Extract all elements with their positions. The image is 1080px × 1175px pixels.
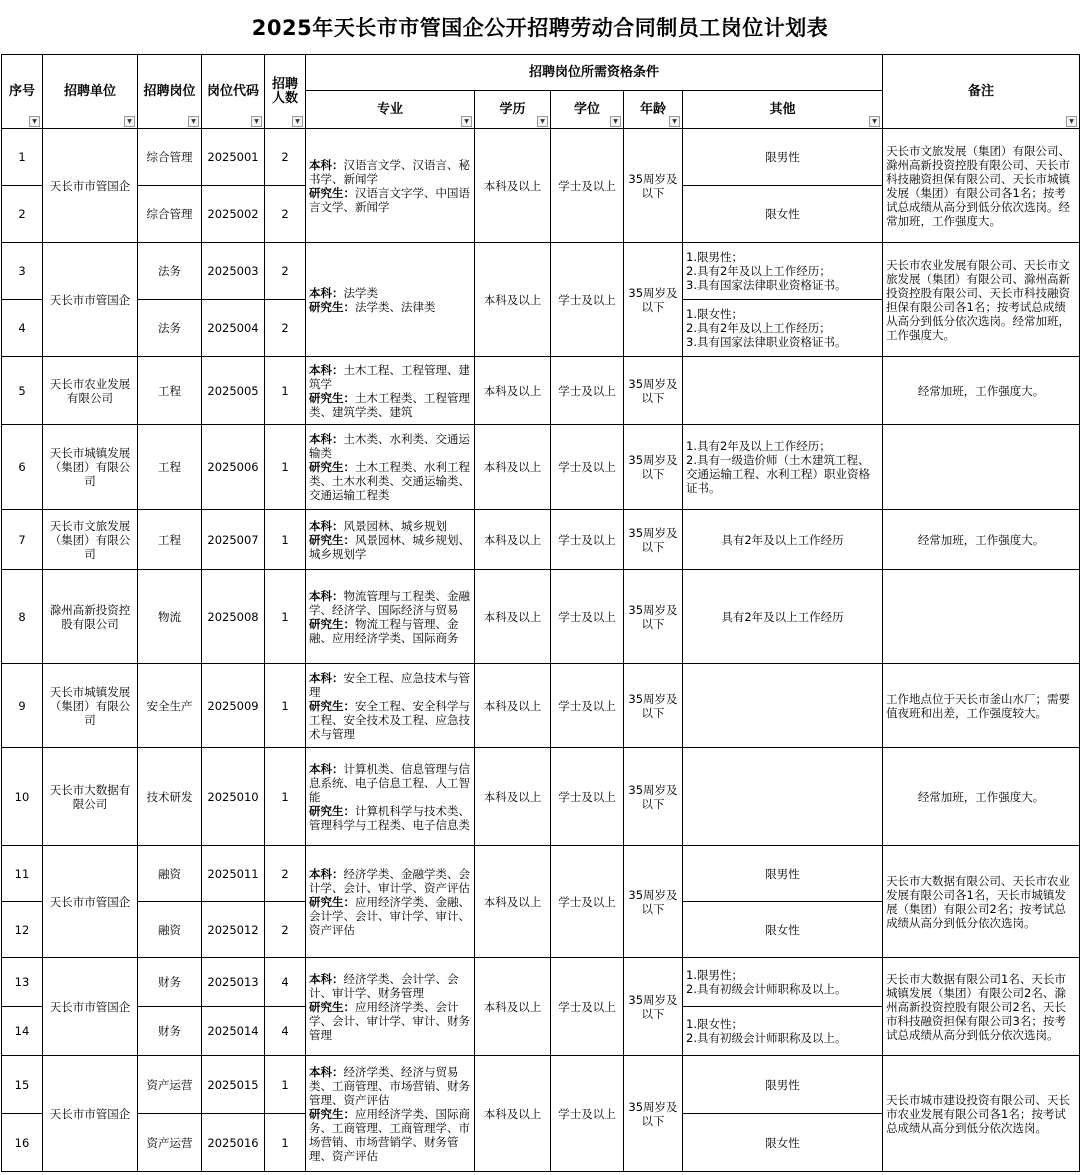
cell-other: 具有2年及以上工作经历: [683, 570, 883, 664]
ug-label: 本科：: [309, 866, 344, 881]
other-line: 1.具有2年及以上工作经历；: [686, 439, 831, 453]
cell-major: [306, 129, 475, 243]
filter-dropdown-icon[interactable]: ▼: [124, 116, 135, 127]
cell-post: 财务: [138, 958, 202, 1007]
cell-major: [306, 748, 475, 846]
header-note: [883, 55, 1080, 129]
cell-note: 经常加班，工作强度大。: [883, 510, 1080, 570]
header-note-label: 备注: [968, 83, 995, 99]
cell-age: 35周岁及以下: [624, 958, 683, 1056]
ug-label: 本科：: [309, 432, 344, 446]
table-row: [2, 748, 1080, 846]
cell-age: 35周岁及以下: [624, 664, 683, 748]
cell-other: [683, 243, 883, 300]
cell-code: 2025012: [202, 902, 265, 958]
cell-unit: 天长市市管国企: [43, 129, 138, 243]
cell-note: [883, 570, 1080, 664]
other-line: 1.限女性；: [686, 307, 743, 321]
recruitment-table: [1, 54, 1080, 1172]
pg-text: 土木工程类、水利工程类、土木水利类、交通运输类、交通运输工程类: [309, 460, 470, 502]
header-degree: [551, 91, 624, 129]
cell-post: 法务: [138, 243, 202, 300]
header-age-label: 年龄: [639, 101, 666, 117]
pg-text: 汉语言文字学、中国语言文学、新闻学: [309, 185, 470, 214]
table-row: [2, 425, 1080, 510]
filter-dropdown-icon[interactable]: ▼: [1066, 116, 1077, 127]
other-line: 1.限男性；: [686, 250, 743, 264]
cell-seq: 11: [2, 846, 43, 902]
cell-post: 综合管理: [138, 186, 202, 243]
filter-dropdown-icon[interactable]: ▼: [29, 116, 40, 127]
cell-post: 安全生产: [138, 664, 202, 748]
table-row: [2, 846, 1080, 902]
header-age: [624, 91, 683, 129]
ug-text: 安全工程、应急技术与管理: [309, 670, 470, 699]
cell-seq: 12: [2, 902, 43, 958]
cell-code: 2025014: [202, 1007, 265, 1056]
cell-major: [306, 1056, 475, 1172]
header-unit-label: 招聘单位: [63, 83, 116, 99]
other-line: 2.具有初级会计师职称及以上。: [686, 1031, 847, 1045]
cell-education: 本科及以上: [475, 958, 551, 1056]
cell-post: 综合管理: [138, 129, 202, 186]
ug-text: 风景园林、城乡规划: [343, 518, 447, 533]
table-row: [2, 1056, 1080, 1114]
header-education-label: 学历: [499, 101, 526, 117]
pg-text: 物流工程与管理、金融、应用经济学类、国际商务: [309, 616, 459, 645]
header-seq: [2, 55, 43, 129]
cell-count: 1: [265, 1056, 306, 1114]
cell-post: 融资: [138, 902, 202, 958]
ug-label: 本科：: [309, 518, 344, 533]
cell-code: 2025013: [202, 958, 265, 1007]
pg-label: 研究生：: [309, 460, 355, 474]
cell-age: 35周岁及以下: [624, 357, 683, 425]
cell-unit: 天长市城镇发展（集团）有限公司: [43, 425, 138, 510]
cell-age: 35周岁及以下: [624, 846, 683, 958]
pg-text: 风景园林、城乡规划、城乡规划学: [309, 532, 470, 561]
cell-count: 1: [265, 357, 306, 425]
cell-note: 天长市大数据有限公司、天长市农业发展有限公司各1名，天长市城镇发展（集团）有限公司2名；按考试总成绩从高分到低分依次选岗。: [883, 846, 1080, 958]
cell-unit: 天长市市管国企: [43, 958, 138, 1056]
page-title: 2025年天长市市管国企公开招聘劳动合同制员工岗位计划表: [251, 16, 829, 40]
cell-education: 本科及以上: [475, 510, 551, 570]
cell-code: 2025003: [202, 243, 265, 300]
cell-age: 35周岁及以下: [624, 425, 683, 510]
cell-other: [683, 357, 883, 425]
cell-count: 4: [265, 1007, 306, 1056]
cell-code: 2025004: [202, 300, 265, 357]
cell-note: 天长市大数据有限公司1名、天长市城镇发展（集团）有限公司2名、滁州高新投资控股有限公司2名、天长市科技融资担保有限公司3名；按考试总成绩从高分到低分依次选岗。: [883, 958, 1080, 1056]
filter-dropdown-icon[interactable]: ▼: [188, 116, 199, 127]
cell-education: 本科及以上: [475, 129, 551, 243]
cell-post: 技术研发: [138, 748, 202, 846]
cell-age: 35周岁及以下: [624, 1056, 683, 1172]
cell-count: 2: [265, 902, 306, 958]
other-line: 1.限女性；: [686, 1017, 743, 1031]
header-unit: [43, 55, 138, 129]
cell-other: 具有2年及以上工作经历: [683, 510, 883, 570]
table-row: [2, 664, 1080, 748]
header-code-label: 岗位代码: [206, 83, 259, 99]
cell-other: 限女性: [683, 902, 883, 958]
cell-other: [683, 958, 883, 1007]
ug-label: 本科：: [309, 285, 344, 300]
cell-post: 资产运营: [138, 1114, 202, 1172]
ug-label: 本科：: [309, 1064, 344, 1079]
cell-code: 2025006: [202, 425, 265, 510]
header-other: [683, 91, 883, 129]
cell-major: [306, 510, 475, 570]
cell-degree: 学士及以上: [551, 664, 624, 748]
filter-dropdown-icon[interactable]: ▼: [669, 116, 680, 127]
cell-code: 2025008: [202, 570, 265, 664]
table-row: [2, 357, 1080, 425]
cell-other: [683, 664, 883, 748]
cell-note: 天长市农业发展有限公司、天长市文旅发展（集团）有限公司、滁州高新投资控股有限公司、天长市科技融资担保有限公司各1名；按考试总成绩从高分到低分依次选岗。经常加班，工作强度大。: [883, 243, 1080, 357]
cell-post: 工程: [138, 425, 202, 510]
cell-education: 本科及以上: [475, 357, 551, 425]
header-other-label: 其他: [769, 101, 796, 117]
cell-education: 本科及以上: [475, 570, 551, 664]
pg-text: 安全工程、安全科学与工程、安全技术及工程、应急技术与管理: [309, 698, 470, 741]
ug-label: 本科：: [309, 971, 344, 986]
ug-label: 本科：: [309, 588, 344, 603]
header-seq-label: 序号: [8, 83, 35, 99]
cell-count: 2: [265, 846, 306, 902]
pg-text: 法学类、法律类: [355, 299, 436, 314]
header-count-label: 招聘人数: [272, 76, 299, 106]
header-post-label: 招聘岗位: [143, 83, 196, 99]
header-major-label: 专业: [376, 101, 403, 117]
ug-label: 本科：: [309, 670, 344, 685]
cell-code: 2025010: [202, 748, 265, 846]
cell-degree: 学士及以上: [551, 1056, 624, 1172]
header-major: [306, 91, 475, 129]
cell-degree: 学士及以上: [551, 129, 624, 243]
other-line: 2.具有2年及以上工作经历；: [686, 264, 831, 278]
other-line: 1.限男性；: [686, 968, 743, 982]
cell-seq: 10: [2, 748, 43, 846]
pg-label: 研究生：: [309, 803, 355, 818]
cell-count: 1: [265, 1114, 306, 1172]
cell-education: 本科及以上: [475, 664, 551, 748]
cell-major: [306, 846, 475, 958]
cell-note: 经常加班，工作强度大。: [883, 748, 1080, 846]
filter-dropdown-icon[interactable]: ▼: [251, 116, 262, 127]
header-code: [202, 55, 265, 129]
cell-post: 融资: [138, 846, 202, 902]
cell-count: 1: [265, 425, 306, 510]
cell-major: [306, 243, 475, 357]
cell-education: 本科及以上: [475, 1056, 551, 1172]
other-line: 2.具有初级会计师职称及以上。: [686, 982, 847, 996]
ug-text: 经济学类、金融学类、会计学、会计、审计学、资产评估: [309, 866, 470, 895]
header-count: [265, 55, 306, 129]
cell-major: [306, 570, 475, 664]
cell-seq: 3: [2, 243, 43, 300]
pg-label: 研究生：: [309, 698, 355, 713]
other-line: 2.具有2年及以上工作经历；: [686, 321, 831, 335]
cell-note: 天长市文旅发展（集团）有限公司、滁州高新投资控股有限公司、天长市科技融资担保有限公司、天长市城镇发展（集团）有限公司各1名；按考试总成绩从高分到低分依次选岗。经常加班，工作强度大。: [883, 129, 1080, 243]
cell-count: 1: [265, 664, 306, 748]
pg-label: 研究生：: [309, 1106, 355, 1121]
cell-code: 2025011: [202, 846, 265, 902]
cell-code: 2025009: [202, 664, 265, 748]
cell-note: 经常加班，工作强度大。: [883, 357, 1080, 425]
filter-dropdown-icon[interactable]: ▼: [537, 116, 548, 127]
ug-text: 法学类: [343, 285, 378, 300]
cell-code: 2025015: [202, 1056, 265, 1114]
cell-post: 资产运营: [138, 1056, 202, 1114]
header-degree-label: 学位: [573, 101, 600, 117]
other-line: 2.具有一级造价师（土木建筑工程、交通运输工程、水利工程）职业资格证书。: [686, 453, 870, 495]
cell-note: 天长市城市建设投资有限公司、天长市农业发展有限公司各1名；按考试总成绩从高分到低分依次选岗。: [883, 1056, 1080, 1172]
cell-unit: 天长市城镇发展（集团）有限公司: [43, 664, 138, 748]
cell-unit: 天长市大数据有限公司: [43, 748, 138, 846]
table-row: [2, 958, 1080, 1007]
cell-other: [683, 300, 883, 357]
pg-label: 研究生：: [309, 616, 355, 631]
cell-degree: 学士及以上: [551, 846, 624, 958]
cell-degree: 学士及以上: [551, 510, 624, 570]
cell-major: [306, 425, 475, 510]
cell-seq: 1: [2, 129, 43, 186]
cell-seq: 7: [2, 510, 43, 570]
filter-dropdown-icon[interactable]: ▼: [610, 116, 621, 127]
cell-age: 35周岁及以下: [624, 129, 683, 243]
pg-text: 应用经济学类、国际商务、工商管理、工商管理学、市场营销、市场营销学、财务管理、资产评估: [309, 1106, 470, 1163]
cell-education: 本科及以上: [475, 748, 551, 846]
pg-label: 研究生：: [309, 999, 355, 1014]
header-education: [475, 91, 551, 129]
cell-other: 限男性: [683, 846, 883, 902]
cell-other: 限男性: [683, 129, 883, 186]
cell-age: 35周岁及以下: [624, 510, 683, 570]
filter-dropdown-icon[interactable]: ▼: [869, 116, 880, 127]
cell-degree: 学士及以上: [551, 243, 624, 357]
cell-count: 1: [265, 570, 306, 664]
cell-note: 工作地点位于天长市釜山水厂；需要值夜班和出差，工作强度较大。: [883, 664, 1080, 748]
header-conditions: 招聘岗位所需资格条件: [306, 55, 883, 91]
cell-major: [306, 664, 475, 748]
ug-text: 土木工程、工程管理、建筑学: [309, 362, 470, 391]
cell-age: 35周岁及以下: [624, 570, 683, 664]
cell-unit: 天长市农业发展有限公司: [43, 357, 138, 425]
cell-other: [683, 425, 883, 510]
pg-text: 土木工程类、工程管理类、建筑学类、建筑: [309, 390, 470, 419]
cell-seq: 6: [2, 425, 43, 510]
cell-count: 2: [265, 186, 306, 243]
cell-code: 2025016: [202, 1114, 265, 1172]
ug-label: 本科：: [309, 761, 344, 776]
cell-unit: 天长市文旅发展（集团）有限公司: [43, 510, 138, 570]
cell-other: [683, 1007, 883, 1056]
cell-degree: 学士及以上: [551, 425, 624, 510]
cell-education: 本科及以上: [475, 425, 551, 510]
cell-other: 限女性: [683, 1114, 883, 1172]
cell-note: [883, 425, 1080, 510]
cell-seq: 14: [2, 1007, 43, 1056]
cell-major: [306, 958, 475, 1056]
cell-unit: 天长市市管国企: [43, 243, 138, 357]
pg-label: 研究生：: [309, 299, 355, 314]
cell-other: 限男性: [683, 1056, 883, 1114]
table-row: [2, 570, 1080, 664]
table-row: [2, 510, 1080, 570]
ug-text: 经济学类、会计学、会计、审计学、财务管理: [309, 971, 459, 1000]
ug-text: 物流管理与工程类、金融学、经济学、国际经济与贸易: [309, 588, 470, 617]
other-line: 3.具有国家法律职业资格证书。: [686, 278, 847, 292]
table-row: [2, 129, 1080, 186]
pg-label: 研究生：: [309, 185, 355, 200]
pg-label: 研究生：: [309, 532, 355, 547]
cell-seq: 16: [2, 1114, 43, 1172]
pg-label: 研究生：: [309, 390, 355, 405]
table-row: [2, 243, 1080, 300]
cell-post: 法务: [138, 300, 202, 357]
cell-seq: 4: [2, 300, 43, 357]
cell-post: 工程: [138, 510, 202, 570]
cell-post: 财务: [138, 1007, 202, 1056]
cell-unit: 天长市市管国企: [43, 1056, 138, 1172]
cell-count: 1: [265, 510, 306, 570]
cell-other: 限女性: [683, 186, 883, 243]
filter-dropdown-icon[interactable]: ▼: [292, 116, 303, 127]
ug-label: 本科：: [309, 157, 344, 172]
ug-text: 汉语言文学、汉语言、秘书学、新闻学: [309, 157, 470, 186]
cell-education: 本科及以上: [475, 243, 551, 357]
ug-text: 土木类、水利类、交通运输类: [309, 432, 470, 460]
cell-post: 物流: [138, 570, 202, 664]
cell-major: [306, 357, 475, 425]
cell-seq: 13: [2, 958, 43, 1007]
pg-text: 应用经济学类、会计学、会计、审计学、审计、财务管理: [309, 999, 470, 1042]
pg-text: 应用经济学类、金融、会计学、会计、审计学、审计、资产评估: [309, 894, 470, 937]
filter-dropdown-icon[interactable]: ▼: [461, 116, 472, 127]
cell-other: [683, 748, 883, 846]
ug-text: 计算机类、信息管理与信息系统、电子信息工程、人工智能: [309, 761, 470, 804]
cell-degree: 学士及以上: [551, 958, 624, 1056]
ug-text: 经济学类、经济与贸易类、工商管理、市场营销、财务管理、资产评估: [309, 1064, 470, 1107]
cell-count: 2: [265, 129, 306, 186]
cell-count: 1: [265, 748, 306, 846]
cell-age: 35周岁及以下: [624, 748, 683, 846]
cell-code: 2025007: [202, 510, 265, 570]
cell-unit: 天长市市管国企: [43, 846, 138, 958]
cell-code: 2025002: [202, 186, 265, 243]
cell-post: 工程: [138, 357, 202, 425]
cell-degree: 学士及以上: [551, 570, 624, 664]
cell-count: 2: [265, 300, 306, 357]
cell-seq: 2: [2, 186, 43, 243]
cell-degree: 学士及以上: [551, 357, 624, 425]
cell-seq: 15: [2, 1056, 43, 1114]
cell-seq: 5: [2, 357, 43, 425]
cell-count: 4: [265, 958, 306, 1007]
cell-code: 2025005: [202, 357, 265, 425]
other-line: 3.具有国家法律职业资格证书。: [686, 335, 847, 349]
cell-code: 2025001: [202, 129, 265, 186]
cell-count: 2: [265, 243, 306, 300]
header-post: [138, 55, 202, 129]
cell-seq: 9: [2, 664, 43, 748]
cell-age: 35周岁及以下: [624, 243, 683, 357]
pg-label: 研究生：: [309, 894, 355, 909]
cell-unit: 滁州高新投资控股有限公司: [43, 570, 138, 664]
cell-education: 本科及以上: [475, 846, 551, 958]
cell-seq: 8: [2, 570, 43, 664]
ug-label: 本科：: [309, 362, 344, 377]
cell-degree: 学士及以上: [551, 748, 624, 846]
pg-text: 计算机科学与技术类、管理科学与工程类、电子信息类: [309, 803, 470, 832]
